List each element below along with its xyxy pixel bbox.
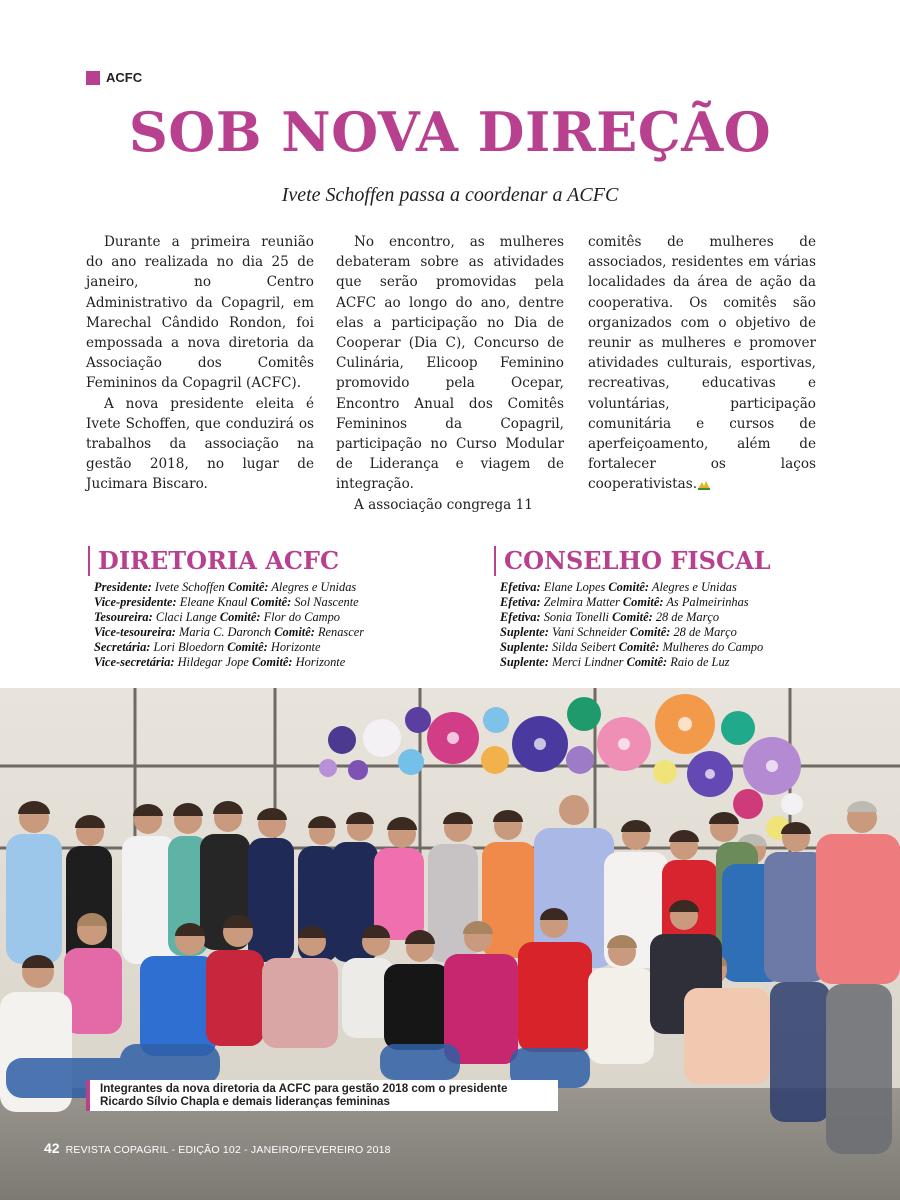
conselho-member	[500, 625, 763, 640]
section-marker	[86, 71, 100, 85]
paragraph: A nova presidente eleita é Ivete Schoffen, que conduzirá os trabalhos da associação na gestão 2018, no lugar de Jucimara Biscaro.	[86, 395, 314, 493]
photo-caption: Integrantes da nova diretoria da ACFC para gestão 2018 com o presidente Ricardo Sílvio Chapla e demais lideranças femininas	[86, 1080, 558, 1111]
end-mark-icon	[697, 480, 711, 490]
member-role: Tesoureira:	[94, 610, 153, 624]
member-role: Suplente:	[500, 640, 549, 654]
conselho-member	[500, 655, 763, 670]
member-comite: Renascer	[314, 625, 365, 639]
member-name: Eleane Knaul	[176, 595, 251, 609]
member-name: Merci Lindner	[548, 655, 627, 669]
member-name: Silda Seibert	[548, 640, 619, 654]
member-comite: Horizonte	[292, 655, 346, 669]
member-name: Ivete Schoffen	[151, 580, 228, 594]
comite-label: Comitê:	[274, 625, 315, 639]
member-comite: Horizonte	[267, 640, 321, 654]
conselho-title: CONSELHO FISCAL	[494, 546, 771, 576]
member-name: Maria C. Daronch	[175, 625, 275, 639]
article-headline: SOB NOVA DIREÇÃO	[128, 100, 772, 164]
comite-label: Comitê:	[626, 655, 668, 669]
publication-line: REVISTA COPAGRIL - EDIÇÃO 102 - JANEIRO/FEVEREIRO 2018	[65, 1144, 391, 1156]
comite-label: Comitê:	[622, 595, 664, 609]
diretoria-member	[94, 655, 364, 670]
comite-label: Comitê:	[227, 640, 268, 654]
comite-label: Comitê:	[250, 595, 292, 609]
conselho-list	[500, 580, 763, 670]
paragraph: Durante a primeira reunião do ano realizada no dia 25 de janeiro, no Centro Administrativo da Copagril, em Marechal Cândido Rondon, foi empossada a nova diretoria da Associação dos Comitês Femininos da Copagril (ACFC).	[86, 234, 314, 392]
page-number: 42	[44, 1140, 60, 1156]
conselho-member	[500, 580, 763, 595]
member-comite: 28 de Março	[652, 610, 720, 624]
conselho-member	[500, 595, 763, 610]
member-name: Zelmira Matter	[540, 595, 623, 609]
member-comite: Mulheres do Campo	[659, 640, 764, 654]
comite-label: Comitê:	[612, 610, 653, 624]
member-role: Efetiva:	[500, 580, 541, 594]
conselho-member	[500, 640, 763, 655]
member-comite: Flor do Campo	[260, 610, 340, 624]
member-role: Suplente:	[500, 625, 549, 639]
member-name: Elane Lopes	[540, 580, 609, 594]
member-role: Vice-secretária:	[94, 655, 175, 669]
member-comite: Alegres e Unidas	[649, 580, 737, 594]
diretoria-member	[94, 625, 364, 640]
comite-label: Comitê:	[608, 580, 650, 594]
comite-label: Comitê:	[618, 640, 660, 654]
paragraph: comitês de mulheres de associados, residentes em várias localidades da área de ação da cooperativa. Os comitês são organizados com o objetivo de reunir as mulheres e promover atividades culturais, esportivas, recreativas, educativas e voluntárias, participação comunitária e cursos de aperfeiçoamento, além de fortalecer os laços cooperativistas.	[588, 234, 816, 493]
member-comite: Sol Nascente	[291, 595, 359, 609]
comite-label: Comitê:	[227, 580, 269, 594]
paragraph: No encontro, as mulheres debateram sobre as atividades que serão promovidas pela ACFC ao longo do ano, dentre elas a participação no Dia de Cooperar (Dia C), Concurso de Culinária, Elicoop Feminino promovido pela Ocepar, Encontro Anual dos Comitês Femininos da Copagril, participação no Curso Modular de Liderança e viagem de integração.	[336, 234, 564, 493]
member-role: Presidente:	[94, 580, 152, 594]
article-subtitle: Ivete Schoffen passa a coordenar a ACFC	[281, 184, 619, 206]
member-comite: 28 de Março	[670, 625, 737, 639]
member-role: Efetiva:	[500, 610, 541, 624]
page-footer	[44, 1140, 391, 1156]
member-comite: Raio de Luz	[667, 655, 730, 669]
comite-label: Comitê:	[219, 610, 261, 624]
comite-label: Comitê:	[629, 625, 671, 639]
group-photo	[0, 688, 900, 1200]
diretoria-member	[94, 595, 364, 610]
member-comite: Alegres e Unidas	[268, 580, 357, 594]
member-name: Sonia Tonelli	[540, 610, 613, 624]
article-column-1	[86, 232, 314, 495]
diretoria-list	[94, 580, 364, 670]
diretoria-member	[94, 640, 364, 655]
member-comite: As Palmeirinhas	[663, 595, 749, 609]
section-label: ACFC	[106, 70, 143, 85]
group-photo-illustration	[0, 688, 900, 1200]
member-role: Efetiva:	[500, 595, 541, 609]
member-name: Vani Schneider	[548, 625, 630, 639]
section-tag	[86, 70, 142, 85]
member-name: Claci Lange	[152, 610, 220, 624]
comite-label: Comitê:	[251, 655, 293, 669]
article-column-2	[336, 232, 564, 515]
paragraph: A associação congrega 11	[354, 496, 533, 513]
member-name: Hildegar Jope	[174, 655, 252, 669]
diretoria-title: DIRETORIA ACFC	[88, 546, 339, 576]
member-role: Vice-tesoureira:	[94, 625, 176, 639]
diretoria-member	[94, 580, 364, 595]
member-role: Vice-presidente:	[94, 595, 177, 609]
member-role: Suplente:	[500, 655, 549, 669]
member-role: Secretária:	[94, 640, 151, 654]
article-column-3	[588, 232, 816, 495]
diretoria-member	[94, 610, 364, 625]
member-name: Lori Bloedorn	[150, 640, 228, 654]
conselho-member	[500, 610, 763, 625]
